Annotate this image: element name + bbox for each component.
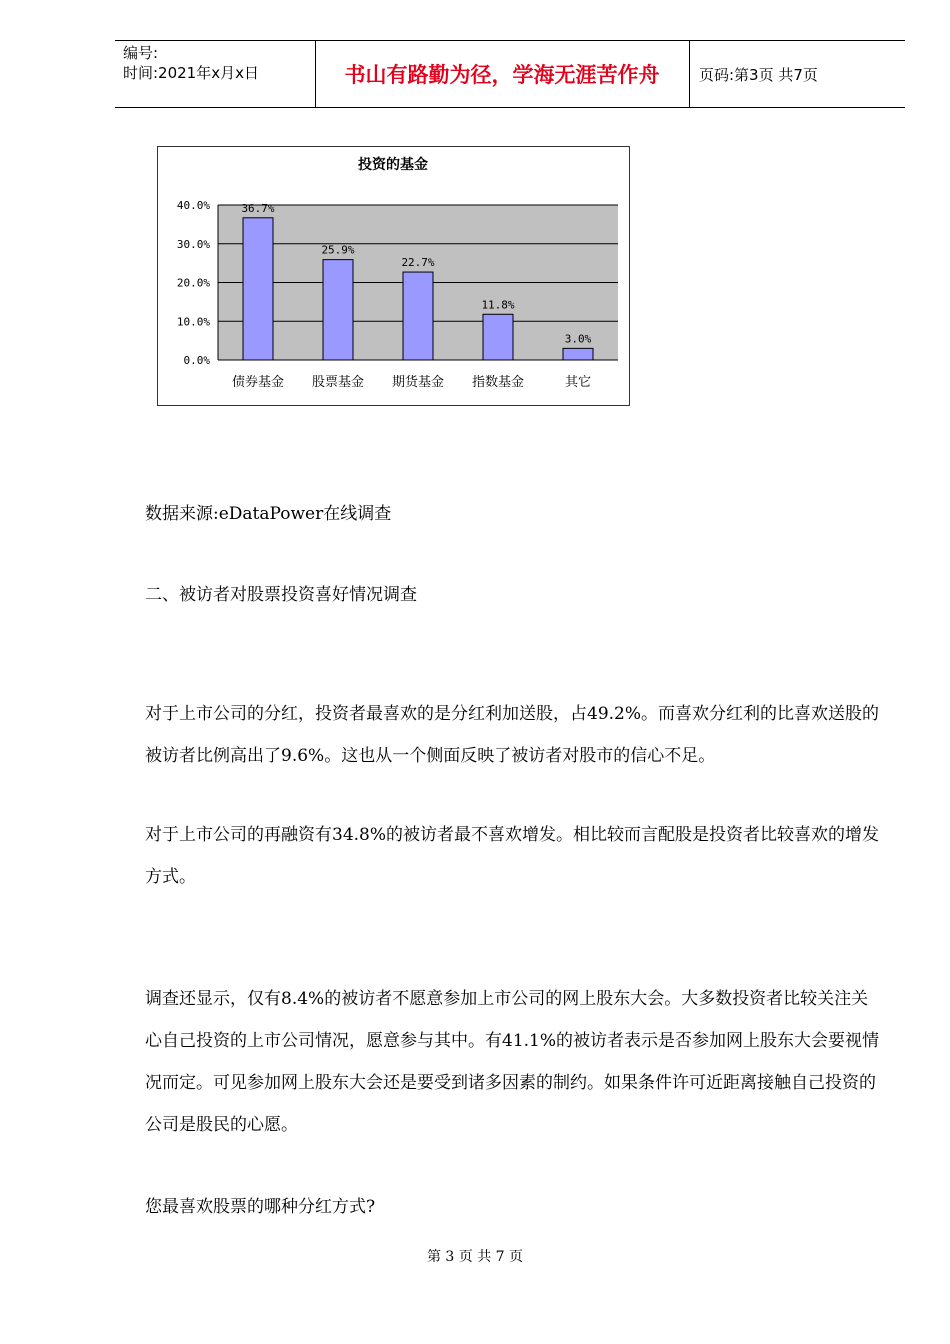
header-page-info: 页码:第3页 共7页 xyxy=(699,65,818,84)
y-tick-label: 40.0% xyxy=(176,199,210,212)
bar xyxy=(563,348,593,360)
page-header xyxy=(115,40,905,108)
header-divider xyxy=(689,41,690,107)
paragraph-refinancing: 对于上市公司的再融资有34.8%的被访者最不喜欢增发。相比较而言配股是投资者比较喜欢的增发方式。 xyxy=(145,825,880,887)
paragraph-dividends: 对于上市公司的分红，投资者最喜欢的是分红利加送股，占49.2%。而喜欢分红利的比喜欢送股的被访者比例高出了9.6%。这也从一个侧面反映了被访者对股市的信心不足。 xyxy=(145,704,880,766)
chart-title: 投资的基金 xyxy=(358,157,428,173)
data-label: 22.7% xyxy=(401,256,435,270)
x-tick-label: 债券基金 xyxy=(231,375,285,390)
time-label: 时间:2021年x月x日 xyxy=(123,64,259,82)
x-tick-label: 期货基金 xyxy=(391,375,445,390)
data-label: 11.8% xyxy=(481,298,515,312)
bar xyxy=(403,272,433,360)
question: 您最喜欢股票的哪种分红方式? xyxy=(145,1197,376,1217)
data-label: 3.0% xyxy=(564,332,592,346)
y-tick-label: 0.0% xyxy=(183,354,210,367)
bar-chart-svg xyxy=(158,147,629,405)
page-footer: 第 3 页 共 7 页 xyxy=(426,1249,524,1265)
fund-chart xyxy=(157,146,630,406)
y-tick-label: 30.0% xyxy=(176,237,210,251)
y-tick-label: 10.0% xyxy=(176,315,210,329)
paragraph-shareholder-meeting: 调查还显示，仅有8.4%的被访者不愿意参加上市公司的网上股东大会。大多数投资者比较关注关心自己投资的上市公司情况，愿意参与其中。有41.1%的被访者表示是否参加网上股东大会要视情况而定。可见参加网上股东大会还是要受到诸多因素的制约。如果条件许可近距离接触自己投资的公司是股民的心愿。 xyxy=(145,989,880,1135)
bar xyxy=(323,260,353,360)
bar xyxy=(243,218,273,360)
data-label: 25.9% xyxy=(321,243,355,257)
number-label: 编号: xyxy=(123,44,159,62)
x-tick-label: 指数基金 xyxy=(471,375,525,390)
bar xyxy=(483,314,513,360)
header-meta xyxy=(123,43,259,83)
x-tick-label: 其它 xyxy=(564,375,592,390)
y-tick-label: 20.0% xyxy=(176,276,210,290)
section-title: 二、被访者对股票投资喜好情况调查 xyxy=(145,585,417,605)
x-tick-label: 股票基金 xyxy=(311,375,365,390)
header-motto: 书山有路勤为径，学海无涯苦作舟 xyxy=(344,63,660,87)
data-label: 36.7% xyxy=(241,201,275,215)
data-source: 数据来源:eDataPower在线调查 xyxy=(145,504,392,524)
